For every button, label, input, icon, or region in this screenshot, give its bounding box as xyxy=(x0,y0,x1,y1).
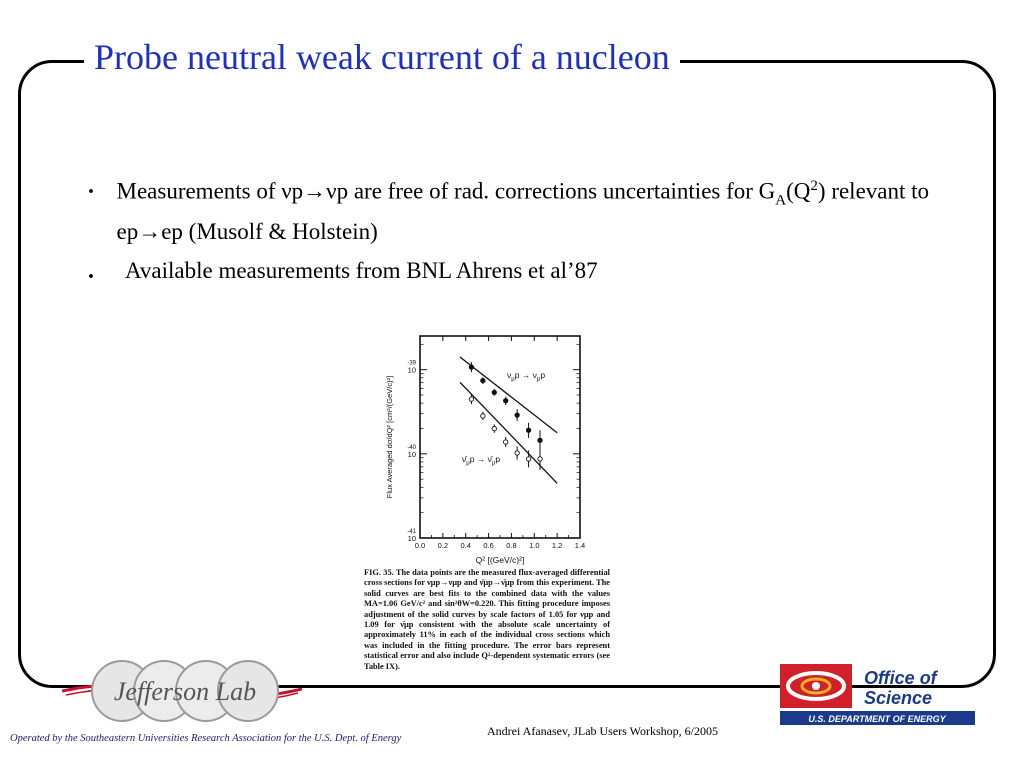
x-tick-label: 0.0 xyxy=(414,541,426,550)
data-point xyxy=(481,414,485,418)
y-axis-label: Flux Averaged dσ/dQ² [cm²/(GeV/c)²] xyxy=(385,375,394,499)
data-point xyxy=(469,365,473,369)
bullet-subscript: A xyxy=(775,192,787,209)
bullet-marker: . xyxy=(88,258,94,285)
footer-operator-note: Operated by the Southeastern Universities Research Association for the U.S. Dept. of Energy xyxy=(10,733,402,744)
bullet-item xyxy=(88,170,948,248)
annotation-part: p xyxy=(495,454,501,464)
bullet-list xyxy=(88,170,948,294)
y-tick-exponent: -40 xyxy=(407,444,416,451)
doe-line2: Science xyxy=(864,688,933,708)
x-tick-label: 0.8 xyxy=(506,541,517,550)
fit-curve xyxy=(460,357,557,433)
data-point xyxy=(526,428,530,432)
x-tick-label: 1.0 xyxy=(529,541,540,550)
y-tick-exponent: -39 xyxy=(407,360,416,367)
annotation-part: μ xyxy=(491,460,496,467)
annotation-part: μ xyxy=(511,376,515,383)
y-tick-label: 10 xyxy=(407,449,416,459)
data-point xyxy=(504,440,508,444)
plot-frame xyxy=(420,336,580,538)
doe-line3: U.S. DEPARTMENT OF ENERGY xyxy=(808,714,946,724)
x-tick-label: 1.2 xyxy=(551,541,563,550)
series-annotation xyxy=(462,454,500,467)
slide-title: Probe neutral weak current of a nucleon xyxy=(94,37,670,77)
y-tick-label: 10 xyxy=(407,534,416,543)
x-tick-label: 1.4 xyxy=(574,541,586,550)
data-point xyxy=(492,426,496,430)
series-annotation xyxy=(507,370,545,383)
jlab-logo-text: Jefferson Lab xyxy=(113,677,257,706)
bullet-text xyxy=(117,170,949,248)
data-point xyxy=(515,451,519,455)
doe-logo-graphic xyxy=(780,664,975,726)
jefferson-lab-logo xyxy=(62,656,302,726)
doe-nucleus-icon xyxy=(812,682,820,690)
bullet-superscript: 2 xyxy=(810,178,818,194)
annotation-part: μ xyxy=(466,460,470,467)
bullet-text-part: Measurements of νp→νp are free of rad. corrections uncertainties for G xyxy=(116,178,776,204)
doe-line1: Office of xyxy=(864,668,937,688)
bullet-item xyxy=(88,255,948,287)
data-point xyxy=(515,413,519,417)
data-point xyxy=(481,378,485,382)
title-band xyxy=(84,34,680,80)
annotation-part: p xyxy=(540,370,546,380)
bullet-marker: . xyxy=(88,173,94,199)
annotation-part: p → ν̄ xyxy=(469,454,492,464)
jlab-logo-graphic xyxy=(62,656,302,726)
bullet-text: Available measurements from BNL Ahrens et al’87 xyxy=(125,258,598,284)
annotation-part: ν xyxy=(507,370,512,380)
annotation-part: ν̄ xyxy=(462,454,467,464)
annotation-part: p → ν xyxy=(514,370,537,380)
office-of-science-logo xyxy=(780,664,975,726)
data-point xyxy=(492,390,496,394)
bullet-text-part: ) relevant to ep→ep (Musolf & Holstein) xyxy=(116,178,930,245)
x-tick-label: 0.2 xyxy=(437,541,449,550)
x-tick-label: 0.6 xyxy=(483,541,494,550)
y-tick-exponent: -41 xyxy=(407,529,416,535)
data-point xyxy=(469,397,473,401)
bullet-text-part: (Q xyxy=(786,178,811,204)
annotation-part: μ xyxy=(536,376,541,383)
y-tick-label: 10 xyxy=(407,365,416,375)
figure-caption: FIG. 35. The data points are the measured flux-averaged differential cross sections for νμp→νμp and ν̄μp→ν̄μp from this experiment. The solid curves are best fits to the combined data with the values MA=1.06 GeV/c² and sin²θW=0.220. This fitting procedure imposes adjustment of the solid curves by scale factors of 1.05 for νμp and 1.09 for ν̄μp consistent with the absolute scale uncertainty of approximately 11% in each of the individual cross sections which was included in the fitting procedure. The error bars represent statistical error and also include Q²-dependent systematic errors (see Table IX). xyxy=(364,568,610,671)
data-point xyxy=(504,399,508,403)
footer-author-credit: Andrei Afanasev, JLab Users Workshop, 6/2005 xyxy=(487,724,718,738)
data-point xyxy=(538,457,542,461)
data-point xyxy=(538,438,542,442)
x-tick-label: 0.4 xyxy=(460,541,471,550)
fit-curve xyxy=(460,382,557,483)
cross-section-chart xyxy=(360,330,610,570)
x-axis-label: Q² [(GeV/c)²] xyxy=(475,555,525,565)
data-point xyxy=(526,457,530,461)
